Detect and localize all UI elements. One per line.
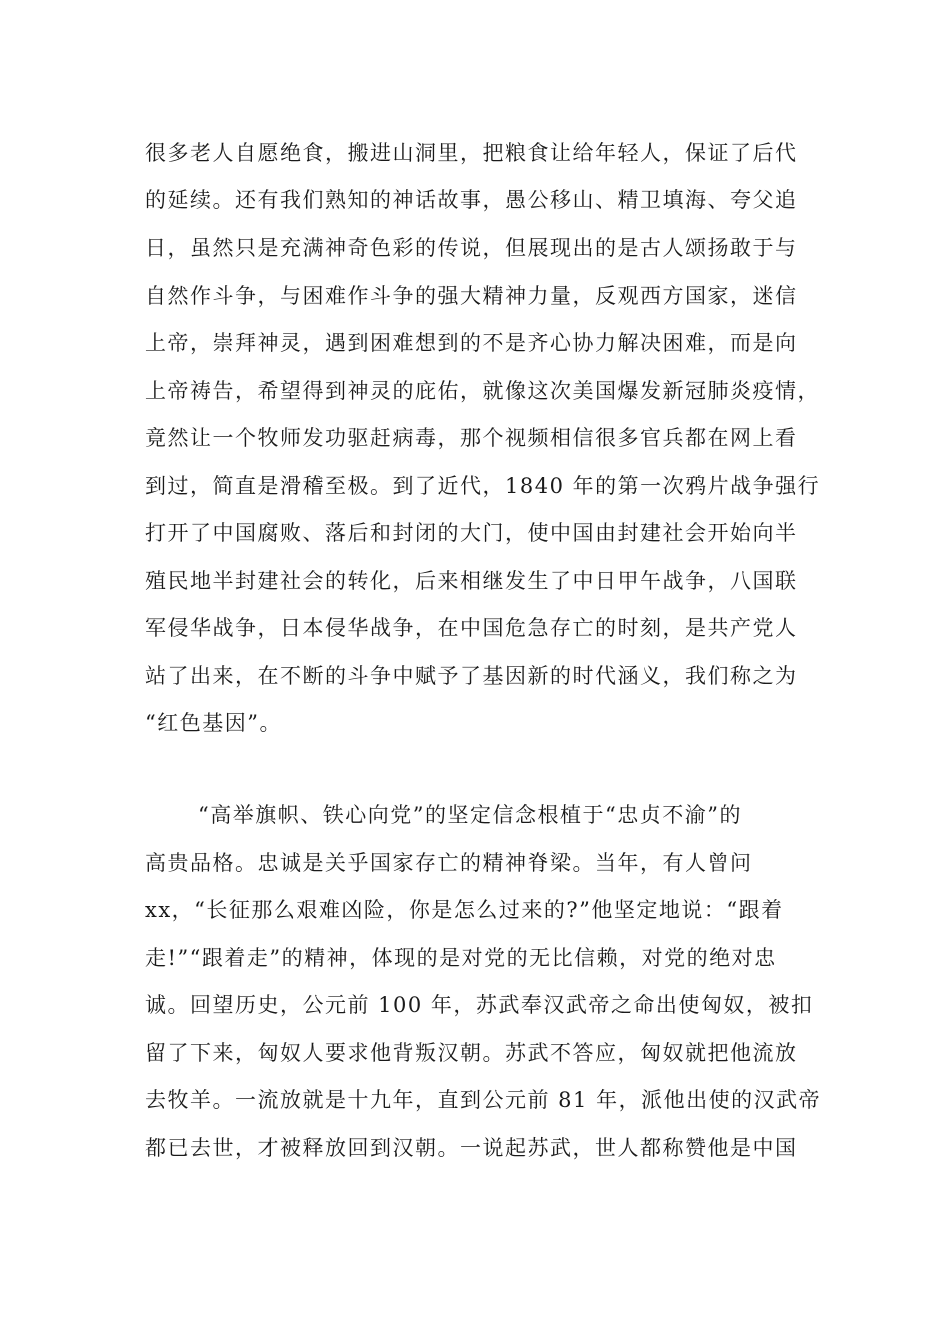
text-line: “红色基因”。 [145,711,282,735]
text-line: “高举旗帜、铁心向党”的坚定信念根植于“忠贞不渝”的 [198,803,742,827]
text-line: 上帝祷告，希望得到神灵的庇佑，就像这次美国爆发新冠肺炎疫情， [145,379,820,403]
text-line: xx，“长征那么艰难凶险，你是怎么过来的?”他坚定地说：“跟着 [145,898,784,922]
text-line: 诚。回望历史，公元前 100 年，苏武奉汉武帝之命出使匈奴，被扣 [145,993,814,1017]
text-line: 殖民地半封建社会的转化，后来相继发生了中日甲午战争，八国联 [145,569,798,593]
text-line: 竟然让一个牧师发功驱赶病毒，那个视频相信很多官兵都在网上看 [145,426,798,450]
text-line: 站了出来，在不断的斗争中赋予了基因新的时代涵义，我们称之为 [145,664,798,688]
text-line: 打开了中国腐败、落后和封闭的大门，使中国由封建社会开始向半 [145,521,798,545]
text-line: 自然作斗争，与困难作斗争的强大精神力量，反观西方国家，迷信 [145,284,798,308]
text-line: 去牧羊。一流放就是十九年，直到公元前 81 年，派他出使的汉武帝 [145,1088,822,1112]
text-line: 军侵华战争，日本侵华战争，在中国危急存亡的时刻，是共产党人 [145,616,798,640]
text-line: 走!”“跟着走”的精神，体现的是对党的无比信赖，对党的绝对忠 [145,946,777,970]
text-line: 到过，简直是滑稽至极。到了近代，1840 年的第一次鸦片战争强行 [145,474,821,498]
text-line: 上帝，崇拜神灵，遇到困难想到的不是齐心协力解决困难，而是向 [145,331,798,355]
text-line: 高贵品格。忠诚是关乎国家存亡的精神脊梁。当年，有人曾问 [145,851,753,875]
text-line: 很多老人自愿绝食，搬进山洞里，把粮食让给年轻人，保证了后代 [145,141,798,165]
text-line: 日，虽然只是充满神奇色彩的传说，但展现出的是古人颂扬敢于与 [145,236,798,260]
text-line: 都已去世，才被释放回到汉朝。一说起苏武，世人都称赞他是中国 [145,1136,798,1160]
text-line: 留了下来，匈奴人要求他背叛汉朝。苏武不答应，匈奴就把他流放 [145,1041,798,1065]
text-line: 的延续。还有我们熟知的神话故事，愚公移山、精卫填海、夸父追 [145,188,798,212]
